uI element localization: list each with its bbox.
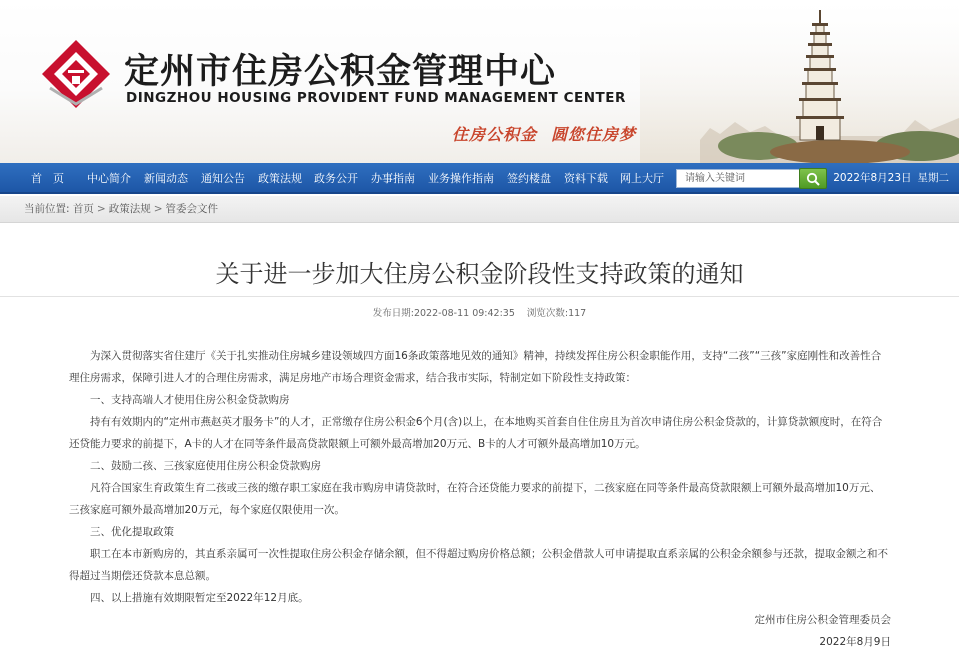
nav-about[interactable]: 中心简介	[87, 172, 131, 185]
article-paragraph: 职工在本市新购房的，其直系亲属可一次性提取住房公积金存储余额，但不得超过购房价格总额；公积金借款人可申请提取直系亲属的公积金余额参与还款，提取金额之和不得超过当期偿还贷款本息总额。	[69, 548, 888, 582]
nav-home[interactable]: 首 页	[31, 172, 64, 185]
main-nav	[0, 163, 959, 194]
publish-date: 发布日期:2022-08-11 09:42:35	[372, 308, 515, 319]
breadcrumb-sep: >	[96, 203, 106, 215]
nav-guide[interactable]: 办事指南	[371, 172, 415, 185]
article-meta	[0, 305, 959, 319]
breadcrumb-home[interactable]: 首页	[72, 203, 94, 215]
search-input[interactable]: 请输入关键词	[676, 169, 800, 188]
search-icon	[806, 172, 821, 186]
header-banner	[0, 0, 959, 163]
slogan	[452, 122, 650, 145]
nav-downloads[interactable]: 资料下载	[564, 172, 608, 185]
breadcrumb-policies[interactable]: 政策法规	[108, 203, 151, 215]
breadcrumb-committee-docs[interactable]: 管委会文件	[165, 203, 219, 215]
nav-operation-guide[interactable]: 业务操作指南	[428, 172, 494, 185]
search-button[interactable]	[799, 168, 827, 189]
article-paragraph: 持有有效期内的“定州市燕赵英才服务卡”的人才，正常缴存住房公积金6个月(含)以上，在本地购买首套自住住房且为首次申请住房公积金贷款的，计算贷款额度时，在符合还贷能力要求的前提下，A卡的人才在同等条件最高贷款限额上可额外最高增加20万元、B卡的人才可额外最高增加10万元。	[69, 416, 883, 450]
nav-news[interactable]: 新闻动态	[144, 172, 188, 185]
logo-icon	[40, 38, 112, 110]
current-date	[827, 163, 949, 194]
site-title-en: DINGZHOU HOUSING PROVIDENT FUND MANAGEMENT CENTER	[126, 90, 626, 106]
slogan-left: 住房公积金	[452, 125, 538, 144]
view-count: 浏览次数:117	[526, 308, 587, 319]
nav-disclosure[interactable]: 政务公开	[314, 172, 358, 185]
breadcrumb-sep: >	[153, 203, 163, 215]
site-title-cn: 定州市住房公积金管理中心	[124, 52, 557, 92]
nav-contracted-buildings[interactable]: 签约楼盘	[507, 172, 551, 185]
title-divider	[0, 296, 959, 297]
pagoda-scenery-image	[640, 0, 959, 163]
article-body	[69, 345, 889, 609]
nav-notices[interactable]: 通知公告	[201, 172, 245, 185]
article-section-heading: 一、支持高端人才使用住房公积金贷款购房	[90, 394, 290, 406]
nav-online-hall[interactable]: 网上大厅	[620, 172, 664, 185]
article-paragraph: 凡符合国家生育政策生育二孩或三孩的缴存职工家庭在我市购房申请贷款时，在符合还贷能力要求的前提下，二孩家庭在同等条件最高贷款限额上可额外最高增加10万元、三孩家庭可额外最高增加20万元，每个家庭仅限使用一次。	[69, 482, 881, 516]
nav-policies[interactable]: 政策法规	[258, 172, 302, 185]
signature-date: 2022年8月9日	[819, 636, 891, 648]
breadcrumb-label: 当前位置:	[24, 203, 70, 215]
date-value: 2022年8月23日	[833, 172, 912, 184]
article-section-heading: 三、优化提取政策	[90, 526, 174, 538]
article-paragraph: 四、以上措施有效期限暂定至2022年12月底。	[90, 592, 309, 604]
article-paragraph: 为深入贯彻落实省住建厅《关于扎实推动住房城乡建设领域四方面16条政策落地见效的通知》精神，持续发挥住房公积金职能作用，支持“二孩”“三孩”家庭刚性和改善性合理住房需求，保障引进人才的合理住房需求，满足房地产市场合理资金需求，结合我市实际，特制定如下阶段性支持政策：	[69, 350, 882, 384]
breadcrumb	[0, 196, 959, 223]
article-section-heading: 二、鼓励二孩、三孩家庭使用住房公积金贷款购房	[90, 460, 321, 472]
weekday-value: 星期二	[917, 172, 949, 184]
slogan-right: 圆您住房梦	[551, 125, 637, 144]
article-title: 关于进一步加大住房公积金阶段性支持政策的通知	[215, 260, 744, 288]
signature-org: 定州市住房公积金管理委员会	[754, 614, 891, 626]
